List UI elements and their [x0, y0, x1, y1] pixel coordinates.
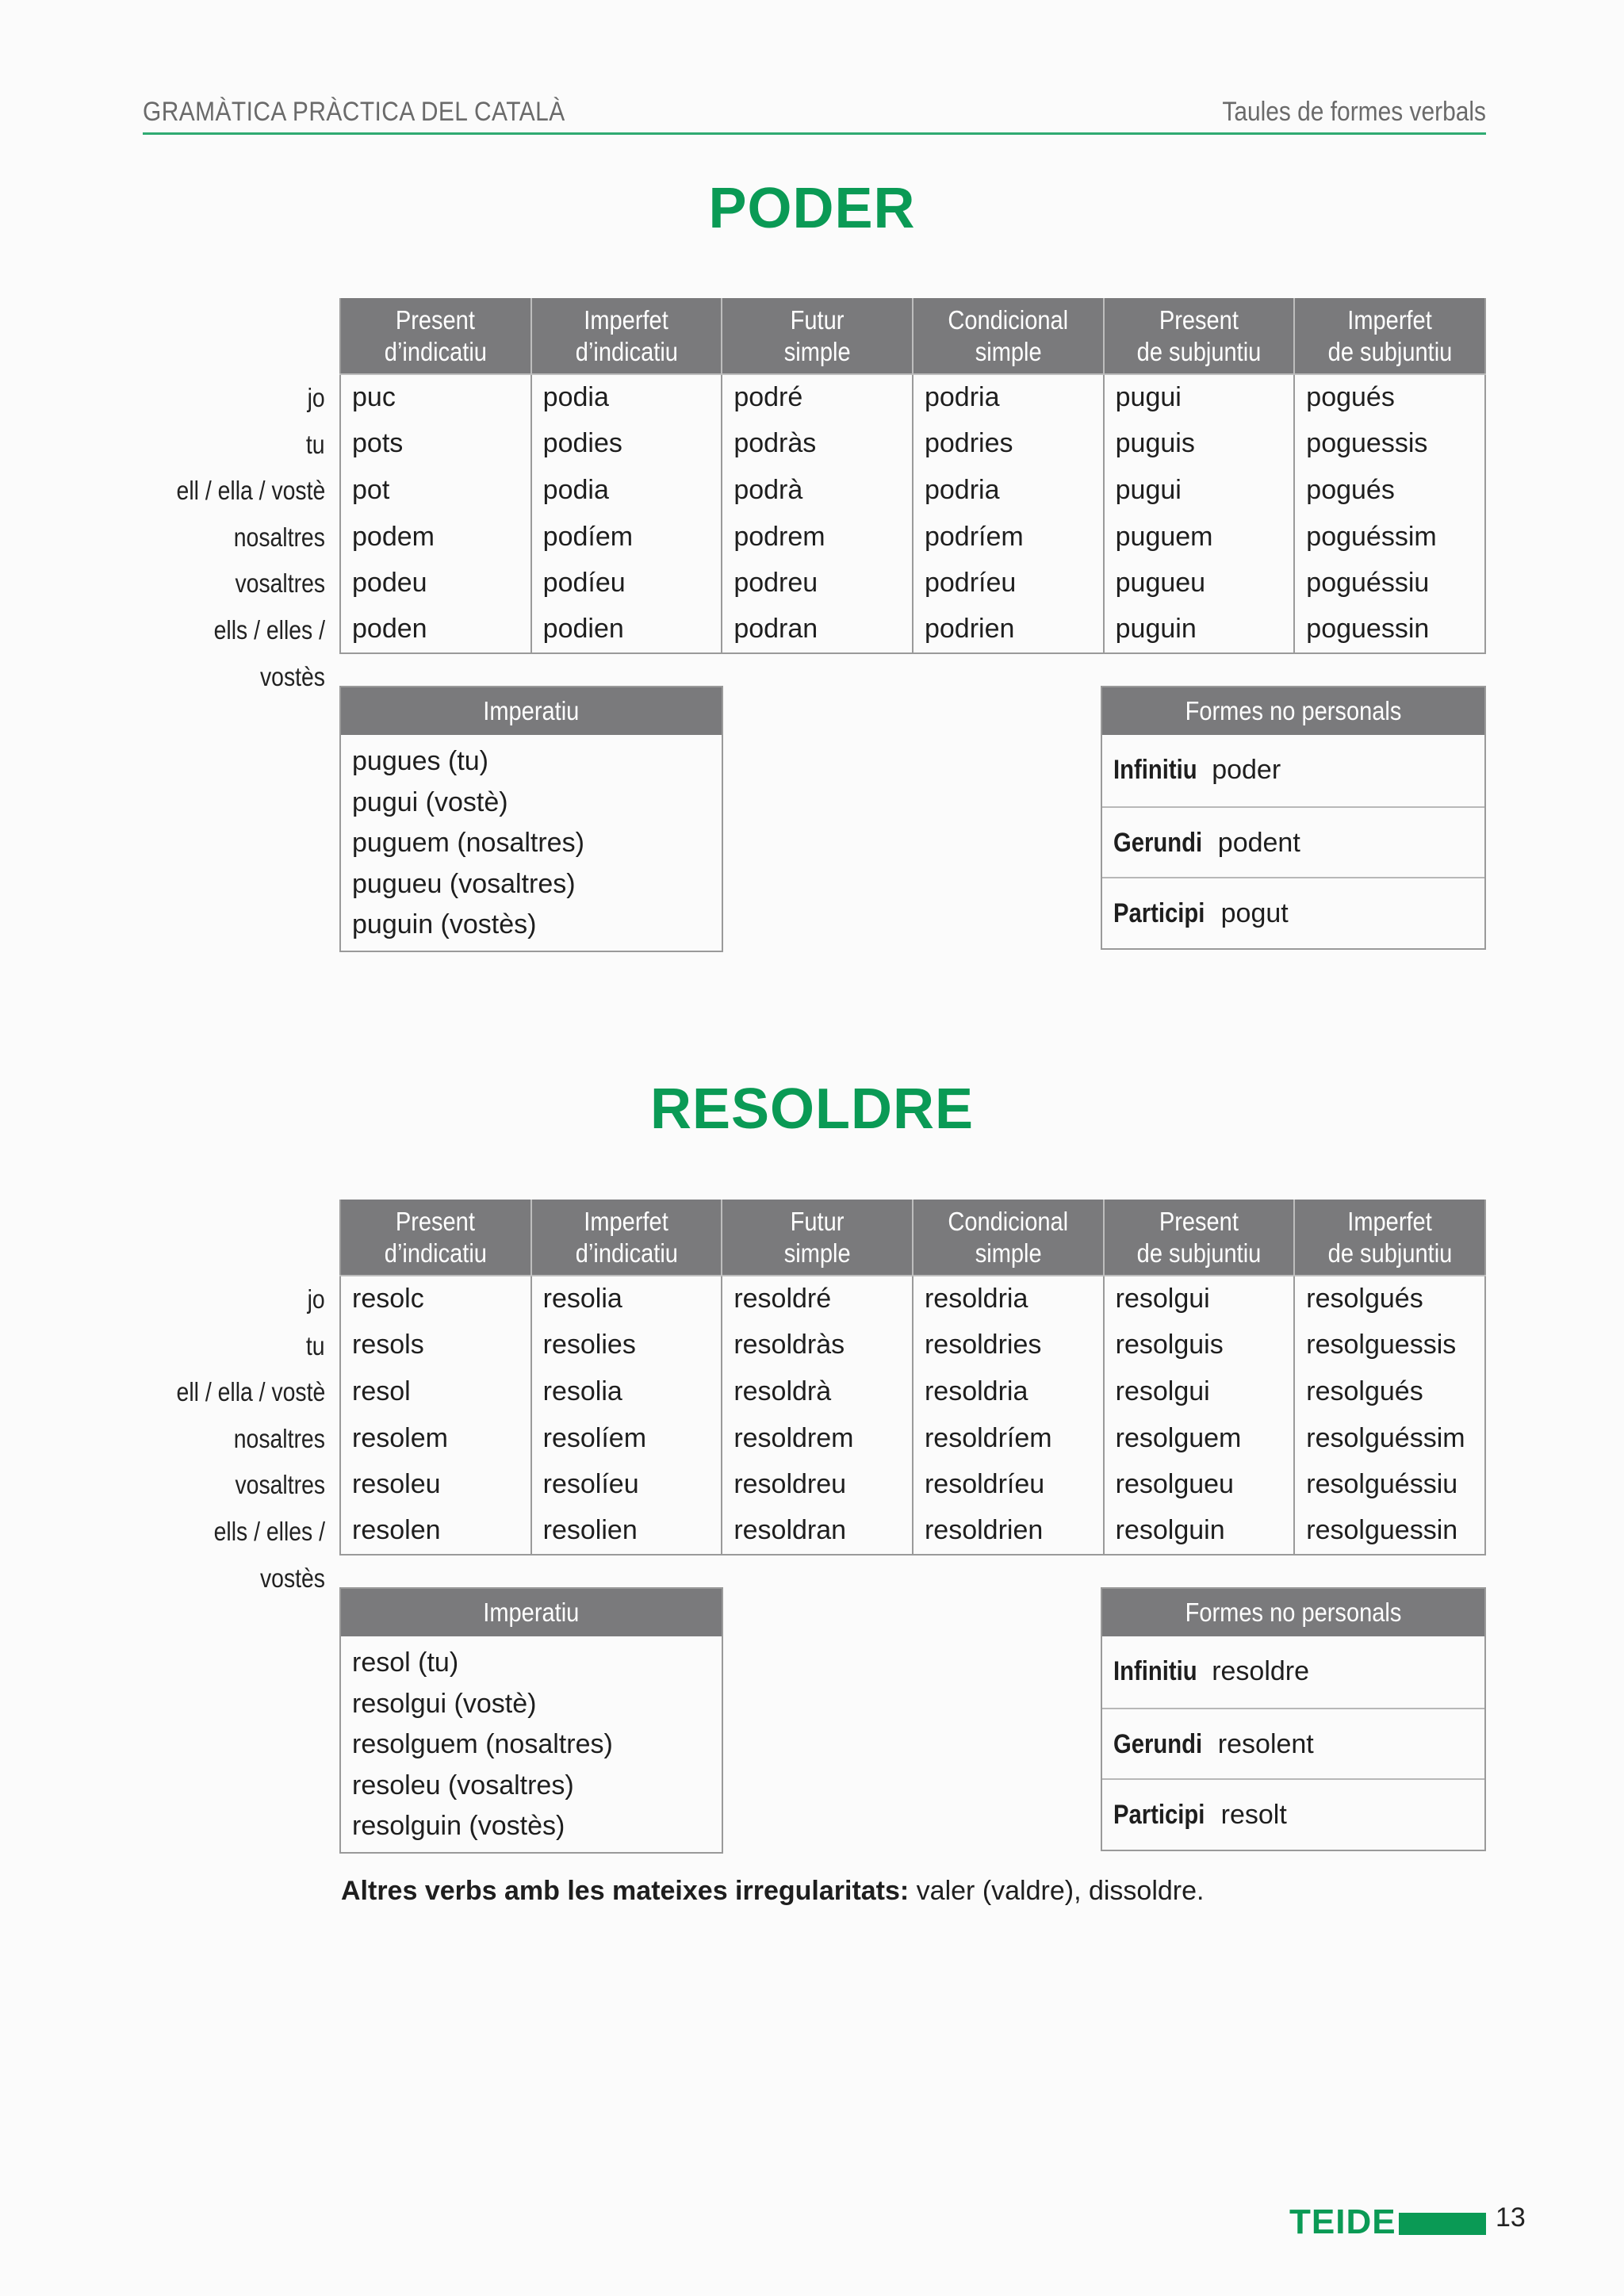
- infinitiu-row: Infinitiu resoldre: [1113, 1656, 1310, 1686]
- conjugation-table-resoldre: [339, 1200, 1486, 1556]
- column-header: Present de subjuntiu: [1104, 298, 1295, 374]
- table-cell: resoldrem: [722, 1415, 913, 1462]
- table-cell: resolguéssiu: [1294, 1461, 1485, 1508]
- table-header-row: [340, 298, 1485, 374]
- formes-box-resoldre: [1101, 1587, 1486, 1851]
- table-row: [340, 1415, 1485, 1462]
- list-item: pugui (vostè): [352, 786, 508, 817]
- table-cell: resoldríem: [913, 1415, 1104, 1462]
- table-cell: puc: [340, 374, 531, 421]
- table-cell: resoleu: [340, 1461, 531, 1508]
- section-title: Taules de formes verbals: [1222, 97, 1486, 127]
- table-cell: resolgués: [1294, 1276, 1485, 1322]
- table-cell: poguessin: [1294, 607, 1485, 653]
- column-header: Present d’indicatiu: [340, 1200, 531, 1276]
- table-cell: podreu: [722, 560, 913, 607]
- column-header: Imperfet d’indicatiu: [531, 298, 722, 374]
- table-cell: podien: [531, 607, 722, 653]
- table-cell: poguéssiu: [1294, 560, 1485, 607]
- table-row: [340, 374, 1485, 421]
- table-row: [340, 1322, 1485, 1369]
- table-cell: pugui: [1104, 467, 1295, 514]
- table-cell: podíeu: [531, 560, 722, 607]
- imperatiu-list: [341, 735, 722, 951]
- table-cell: resolc: [340, 1276, 531, 1322]
- person-labels-resoldre: [119, 1276, 325, 1593]
- table-cell: resolem: [340, 1415, 531, 1462]
- table-cell: resoldràs: [722, 1322, 913, 1369]
- list-item: puguem (nosaltres): [352, 828, 584, 859]
- list-item: pugueu (vosaltres): [352, 868, 576, 899]
- table-cell: podrem: [722, 514, 913, 561]
- table-cell: resoldran: [722, 1508, 913, 1555]
- table-cell: puguem: [1104, 514, 1295, 561]
- footer-accent-bar: [1399, 2213, 1486, 2235]
- table-cell: pugueu: [1104, 560, 1295, 607]
- table-cell: resoldries: [913, 1322, 1104, 1369]
- table-row: [340, 607, 1485, 653]
- table-cell: resolguin: [1104, 1508, 1295, 1555]
- table-cell: resoldrà: [722, 1368, 913, 1415]
- column-header: Present de subjuntiu: [1104, 1200, 1295, 1276]
- table-cell: poguéssim: [1294, 514, 1485, 561]
- table-cell: resol: [340, 1368, 531, 1415]
- table-cell: resolguis: [1104, 1322, 1295, 1369]
- person-label: ell / ella / vostè: [176, 1377, 325, 1407]
- note-text: valer (valdre), dissoldre.: [909, 1876, 1205, 1906]
- table-row: [340, 560, 1485, 607]
- table-cell: resols: [340, 1322, 531, 1369]
- list-item: pugues (tu): [352, 746, 488, 776]
- table-row: [340, 1461, 1485, 1508]
- table-cell: resolgués: [1294, 1368, 1485, 1415]
- list-item: resolguem (nosaltres): [352, 1729, 613, 1760]
- table-cell: podríem: [913, 514, 1104, 561]
- gerundi-row: Gerundi resolent: [1102, 1708, 1484, 1779]
- formes-header: Formes no personals: [1102, 687, 1484, 735]
- table-cell: puguis: [1104, 421, 1295, 468]
- table-cell: resoldria: [913, 1368, 1104, 1415]
- table-cell: puguin: [1104, 607, 1295, 653]
- person-labels-poder: [119, 375, 325, 691]
- table-cell: podeu: [340, 560, 531, 607]
- formes-box-poder: [1101, 686, 1486, 950]
- table-row: [340, 467, 1485, 514]
- verb-title-resoldre: RESOLDRE: [649, 1077, 975, 1141]
- table-cell: podries: [913, 421, 1104, 468]
- table-cell: resoldríeu: [913, 1461, 1104, 1508]
- verb-title-poder: PODER: [708, 177, 916, 240]
- gerundi-row: Gerundi podent: [1102, 806, 1484, 878]
- table-row: [340, 514, 1485, 561]
- table-cell: podia: [531, 374, 722, 421]
- table-cell: resoldreu: [722, 1461, 913, 1508]
- table-cell: podíem: [531, 514, 722, 561]
- formes-header: Formes no personals: [1102, 1589, 1484, 1636]
- table-cell: poguessis: [1294, 421, 1485, 468]
- table-cell: resolguéssim: [1294, 1415, 1485, 1462]
- page-number: 13: [1496, 2202, 1526, 2233]
- table-cell: podríeu: [913, 560, 1104, 607]
- table-cell: resolíem: [531, 1415, 722, 1462]
- table-cell: podia: [531, 467, 722, 514]
- person-label: ells / elles / vostès: [213, 614, 325, 691]
- note-label: Altres verbs amb les mateixes irregularitats:: [341, 1876, 910, 1906]
- list-item: puguin (vostès): [352, 909, 537, 940]
- person-label: tu: [306, 1330, 325, 1360]
- table-cell: podré: [722, 374, 913, 421]
- imperatiu-box-resoldre: [339, 1587, 723, 1854]
- table-cell: resolen: [340, 1508, 531, 1555]
- imperatiu-header: Imperatiu: [341, 1589, 722, 1636]
- list-item: resoleu (vosaltres): [352, 1770, 574, 1800]
- table-cell: poden: [340, 607, 531, 653]
- table-cell: podria: [913, 374, 1104, 421]
- list-item: resolguin (vostès): [352, 1811, 565, 1842]
- table-cell: resolgui: [1104, 1368, 1295, 1415]
- table-cell: resolien: [531, 1508, 722, 1555]
- table-cell: resolguessin: [1294, 1508, 1485, 1555]
- table-header-row: [340, 1200, 1485, 1276]
- list-item: resolgui (vostè): [352, 1688, 537, 1719]
- table-cell: resolíeu: [531, 1461, 722, 1508]
- table-cell: resoldrien: [913, 1508, 1104, 1555]
- table-cell: resolgui: [1104, 1276, 1295, 1322]
- publisher-logo: TEIDE: [1289, 2202, 1396, 2241]
- table-cell: podràs: [722, 421, 913, 468]
- table-cell: resolguem: [1104, 1415, 1295, 1462]
- table-cell: podrien: [913, 607, 1104, 653]
- table-cell: resolgueu: [1104, 1461, 1295, 1508]
- table-cell: podran: [722, 607, 913, 653]
- table-cell: pugui: [1104, 374, 1295, 421]
- column-header: Imperfet de subjuntiu: [1294, 1200, 1485, 1276]
- imperatiu-list: [341, 1636, 722, 1852]
- person-label: tu: [306, 429, 325, 459]
- table-cell: resolguessis: [1294, 1322, 1485, 1369]
- person-label: jo: [307, 383, 325, 412]
- person-label: ells / elles / vostès: [213, 1516, 325, 1593]
- table-cell: resoldré: [722, 1276, 913, 1322]
- table-cell: pogués: [1294, 467, 1485, 514]
- participi-row: Participi resolt: [1102, 1778, 1484, 1850]
- table-cell: pot: [340, 467, 531, 514]
- page-header: [143, 94, 1486, 135]
- table-cell: pogués: [1294, 374, 1485, 421]
- list-item: resol (tu): [352, 1647, 459, 1678]
- person-label: vosaltres: [235, 1470, 325, 1500]
- participi-row: Participi pogut: [1102, 877, 1484, 948]
- table-cell: resolies: [531, 1322, 722, 1369]
- table-cell: podem: [340, 514, 531, 561]
- conjugation-table-poder: [339, 298, 1486, 654]
- table-cell: resoldria: [913, 1276, 1104, 1322]
- book-title: GRAMÀTICA PRÀCTICA DEL CATALÀ: [143, 97, 565, 127]
- other-verbs-note: [341, 1876, 1204, 1907]
- column-header: Condicional simple: [913, 298, 1104, 374]
- table-cell: pots: [340, 421, 531, 468]
- column-header: Futur simple: [722, 298, 913, 374]
- imperatiu-header: Imperatiu: [341, 687, 722, 735]
- table-cell: podies: [531, 421, 722, 468]
- column-header: Present d’indicatiu: [340, 298, 531, 374]
- column-header: Imperfet d’indicatiu: [531, 1200, 722, 1276]
- person-label: ell / ella / vostè: [176, 476, 325, 506]
- table-cell: podria: [913, 467, 1104, 514]
- infinitiu-row: Infinitiu poder: [1113, 755, 1281, 785]
- column-header: Imperfet de subjuntiu: [1294, 298, 1485, 374]
- imperatiu-box-poder: [339, 686, 723, 952]
- person-label: nosaltres: [233, 1423, 325, 1453]
- table-cell: podrà: [722, 467, 913, 514]
- table-row: [340, 1368, 1485, 1415]
- table-row: [340, 1276, 1485, 1322]
- column-header: Futur simple: [722, 1200, 913, 1276]
- table-cell: resolia: [531, 1368, 722, 1415]
- table-row: [340, 421, 1485, 468]
- person-label: nosaltres: [233, 522, 325, 552]
- person-label: jo: [307, 1284, 325, 1314]
- person-label: vosaltres: [235, 568, 325, 599]
- column-header: Condicional simple: [913, 1200, 1104, 1276]
- table-cell: resolia: [531, 1276, 722, 1322]
- table-row: [340, 1508, 1485, 1555]
